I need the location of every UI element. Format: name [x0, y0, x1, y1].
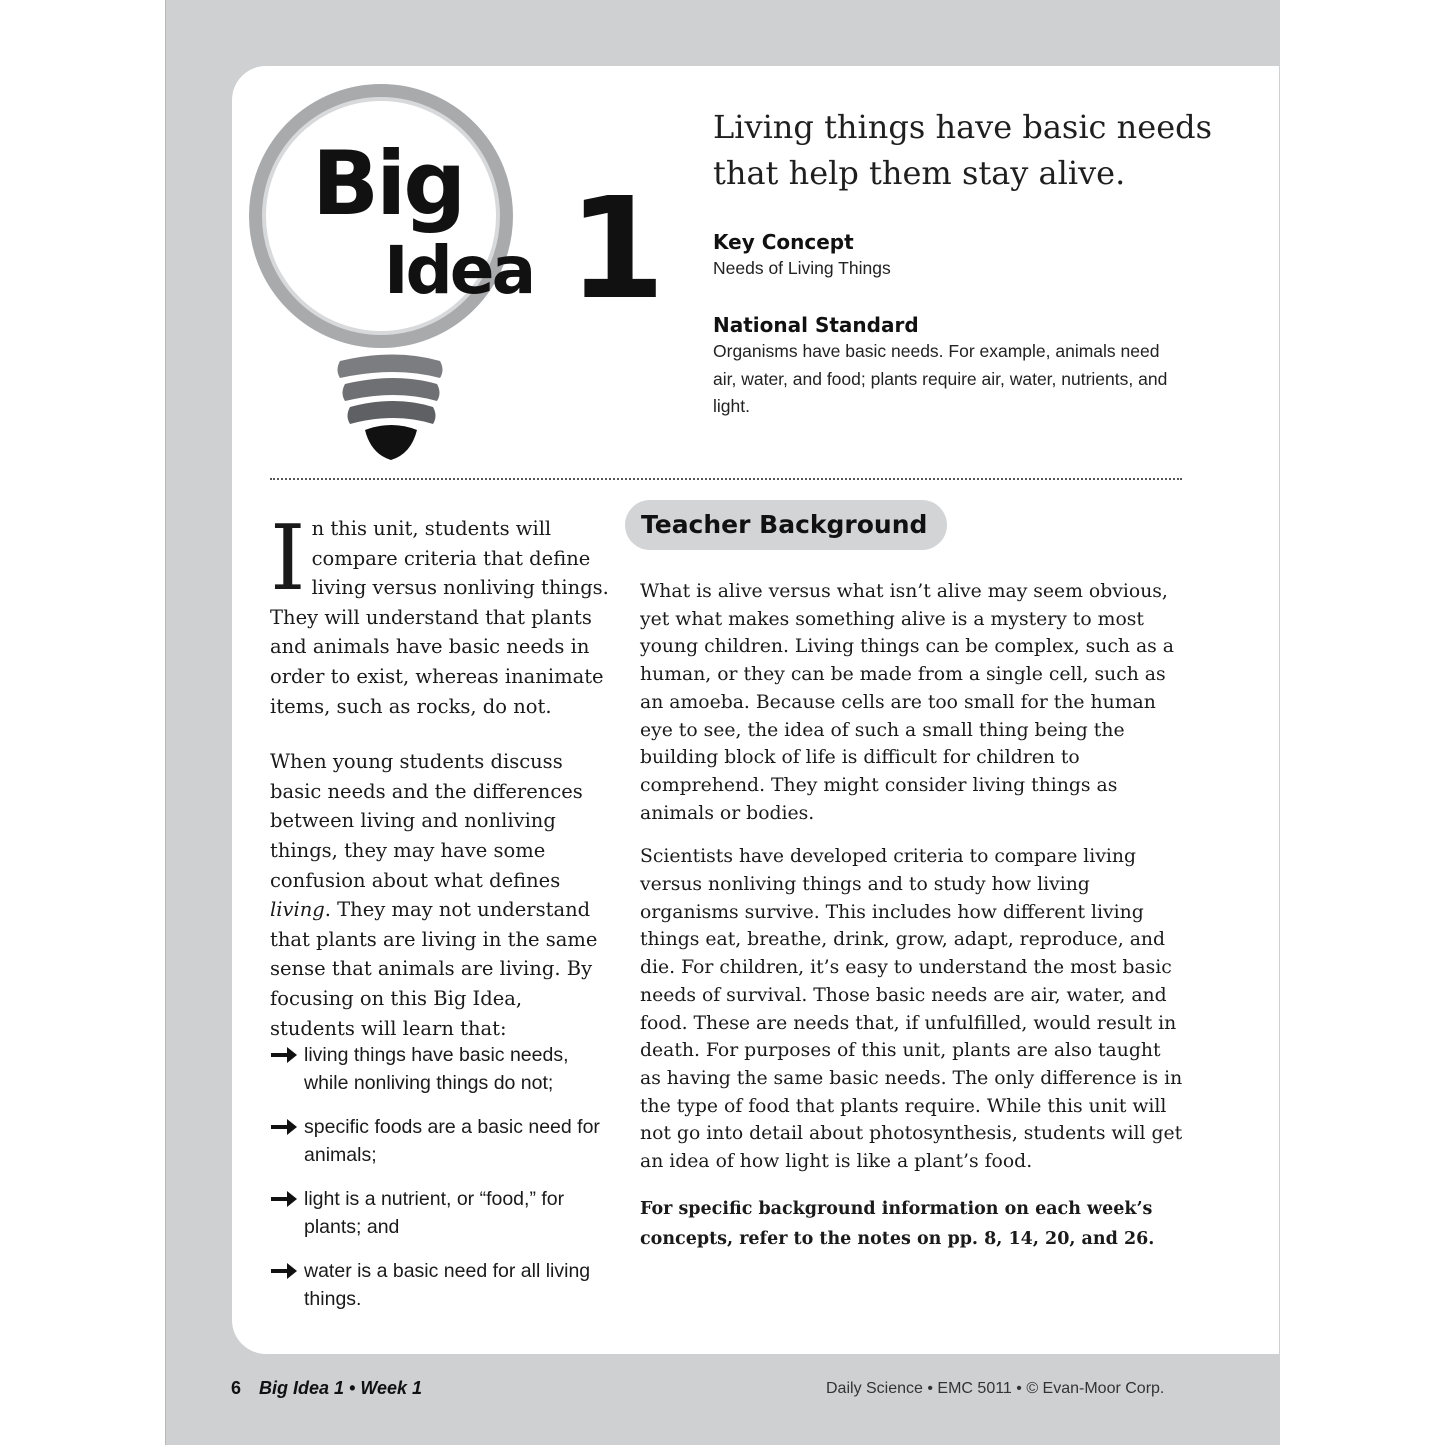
list-item-text: living things have basic needs, while nonliving things do not;: [304, 1044, 569, 1094]
intro-p2-a: When young students discuss basic needs and the differences between living and nonliving things, they may have some confusion about what defines: [270, 750, 583, 892]
intro-p2-b: . They may not understand that plants are living in the same sense that animals are living. By focusing on this Big Idea, students will learn that:: [270, 898, 598, 1040]
intro-p1-text: n this unit, students will compare criteria that define living versus nonliving things. They will understand that plants and animals have basic needs in order to exist, whereas inanimate items, such as rocks, do not.: [270, 517, 609, 718]
list-item: [270, 1113, 610, 1169]
key-concept-title: Key Concept: [713, 230, 854, 254]
arrow-right-icon: [270, 1261, 298, 1281]
arrow-right-icon: [270, 1045, 298, 1065]
footer-credit: Daily Science • EMC 5011 • © Evan-Moor Corp.: [826, 1380, 1165, 1397]
national-standard-text: Organisms have basic needs. For example, animals need air, water, and food; plants require air, water, nutrients, and light.: [713, 341, 1168, 416]
national-standard-title: National Standard: [713, 313, 919, 337]
national-standard: [713, 312, 1183, 421]
key-concept: [713, 229, 1183, 283]
teacher-background-p2: Scientists have developed criteria to compare living versus nonliving things and to study how living organisms survive. This includes how different living things eat, breathe, drink, grow, adapt, reproduce, and die. For children, it’s easy to understand the most basic needs of survival. Those basic needs are air, water, and food. These are needs that, if unfulfilled, would result in death. For purposes of this unit, plants are also taught as having the same basic needs. The only difference is in the type of food that plants require. While this unit will not go into detail about photosynthesis, students will get an idea of how light is like a plant’s food.: [640, 846, 1183, 1173]
drop-cap: I: [270, 506, 306, 611]
list-item-text: water is a basic need for all living things.: [304, 1260, 591, 1310]
arrow-right-icon: [270, 1117, 298, 1137]
arrow-right-icon: [270, 1189, 298, 1209]
list-item-text: specific foods are a basic need for animals;: [304, 1116, 600, 1166]
logo-number: 1: [568, 168, 666, 331]
intro-paragraph-1: [270, 506, 612, 721]
key-concept-text: Needs of Living Things: [713, 258, 891, 278]
intro-paragraph-2: [270, 747, 612, 1043]
footer-left: [231, 1378, 422, 1399]
intro-p2-italic: living: [270, 898, 325, 922]
learning-goals-list: [270, 1041, 610, 1329]
page-title: Living things have basic needs that help them stay alive.: [713, 108, 1213, 192]
teacher-background-title: Teacher Background: [641, 510, 928, 539]
teacher-background-note: For specific background information on each week’s concepts, refer to the notes on pp. 8, 14, 20, and 26.: [640, 1198, 1155, 1249]
footer-section: Big Idea 1 • Week 1: [259, 1378, 423, 1398]
logo-idea: Idea: [384, 232, 534, 309]
page-number: 6: [231, 1378, 242, 1398]
teacher-background-p1: What is alive versus what isn’t alive may seem obvious, yet what makes something alive is a mystery to most young children. Living things can be complex, such as a human, or they can be made from a single cell, such as an amoeba. Because cells are too small for the human eye to see, the idea of such a small thing being the building block of life is difficult for children to comprehend. They might consider living things as animals or bodies.: [640, 581, 1174, 824]
list-item: [270, 1041, 610, 1097]
logo-big: Big: [312, 132, 464, 235]
dotted-divider: [270, 478, 1182, 480]
list-item: [270, 1185, 610, 1241]
list-item: [270, 1257, 610, 1313]
intro-column: [270, 506, 612, 1043]
list-item-text: light is a nutrient, or “food,” for plants; and: [304, 1188, 565, 1238]
teacher-background-body: [640, 578, 1185, 1270]
